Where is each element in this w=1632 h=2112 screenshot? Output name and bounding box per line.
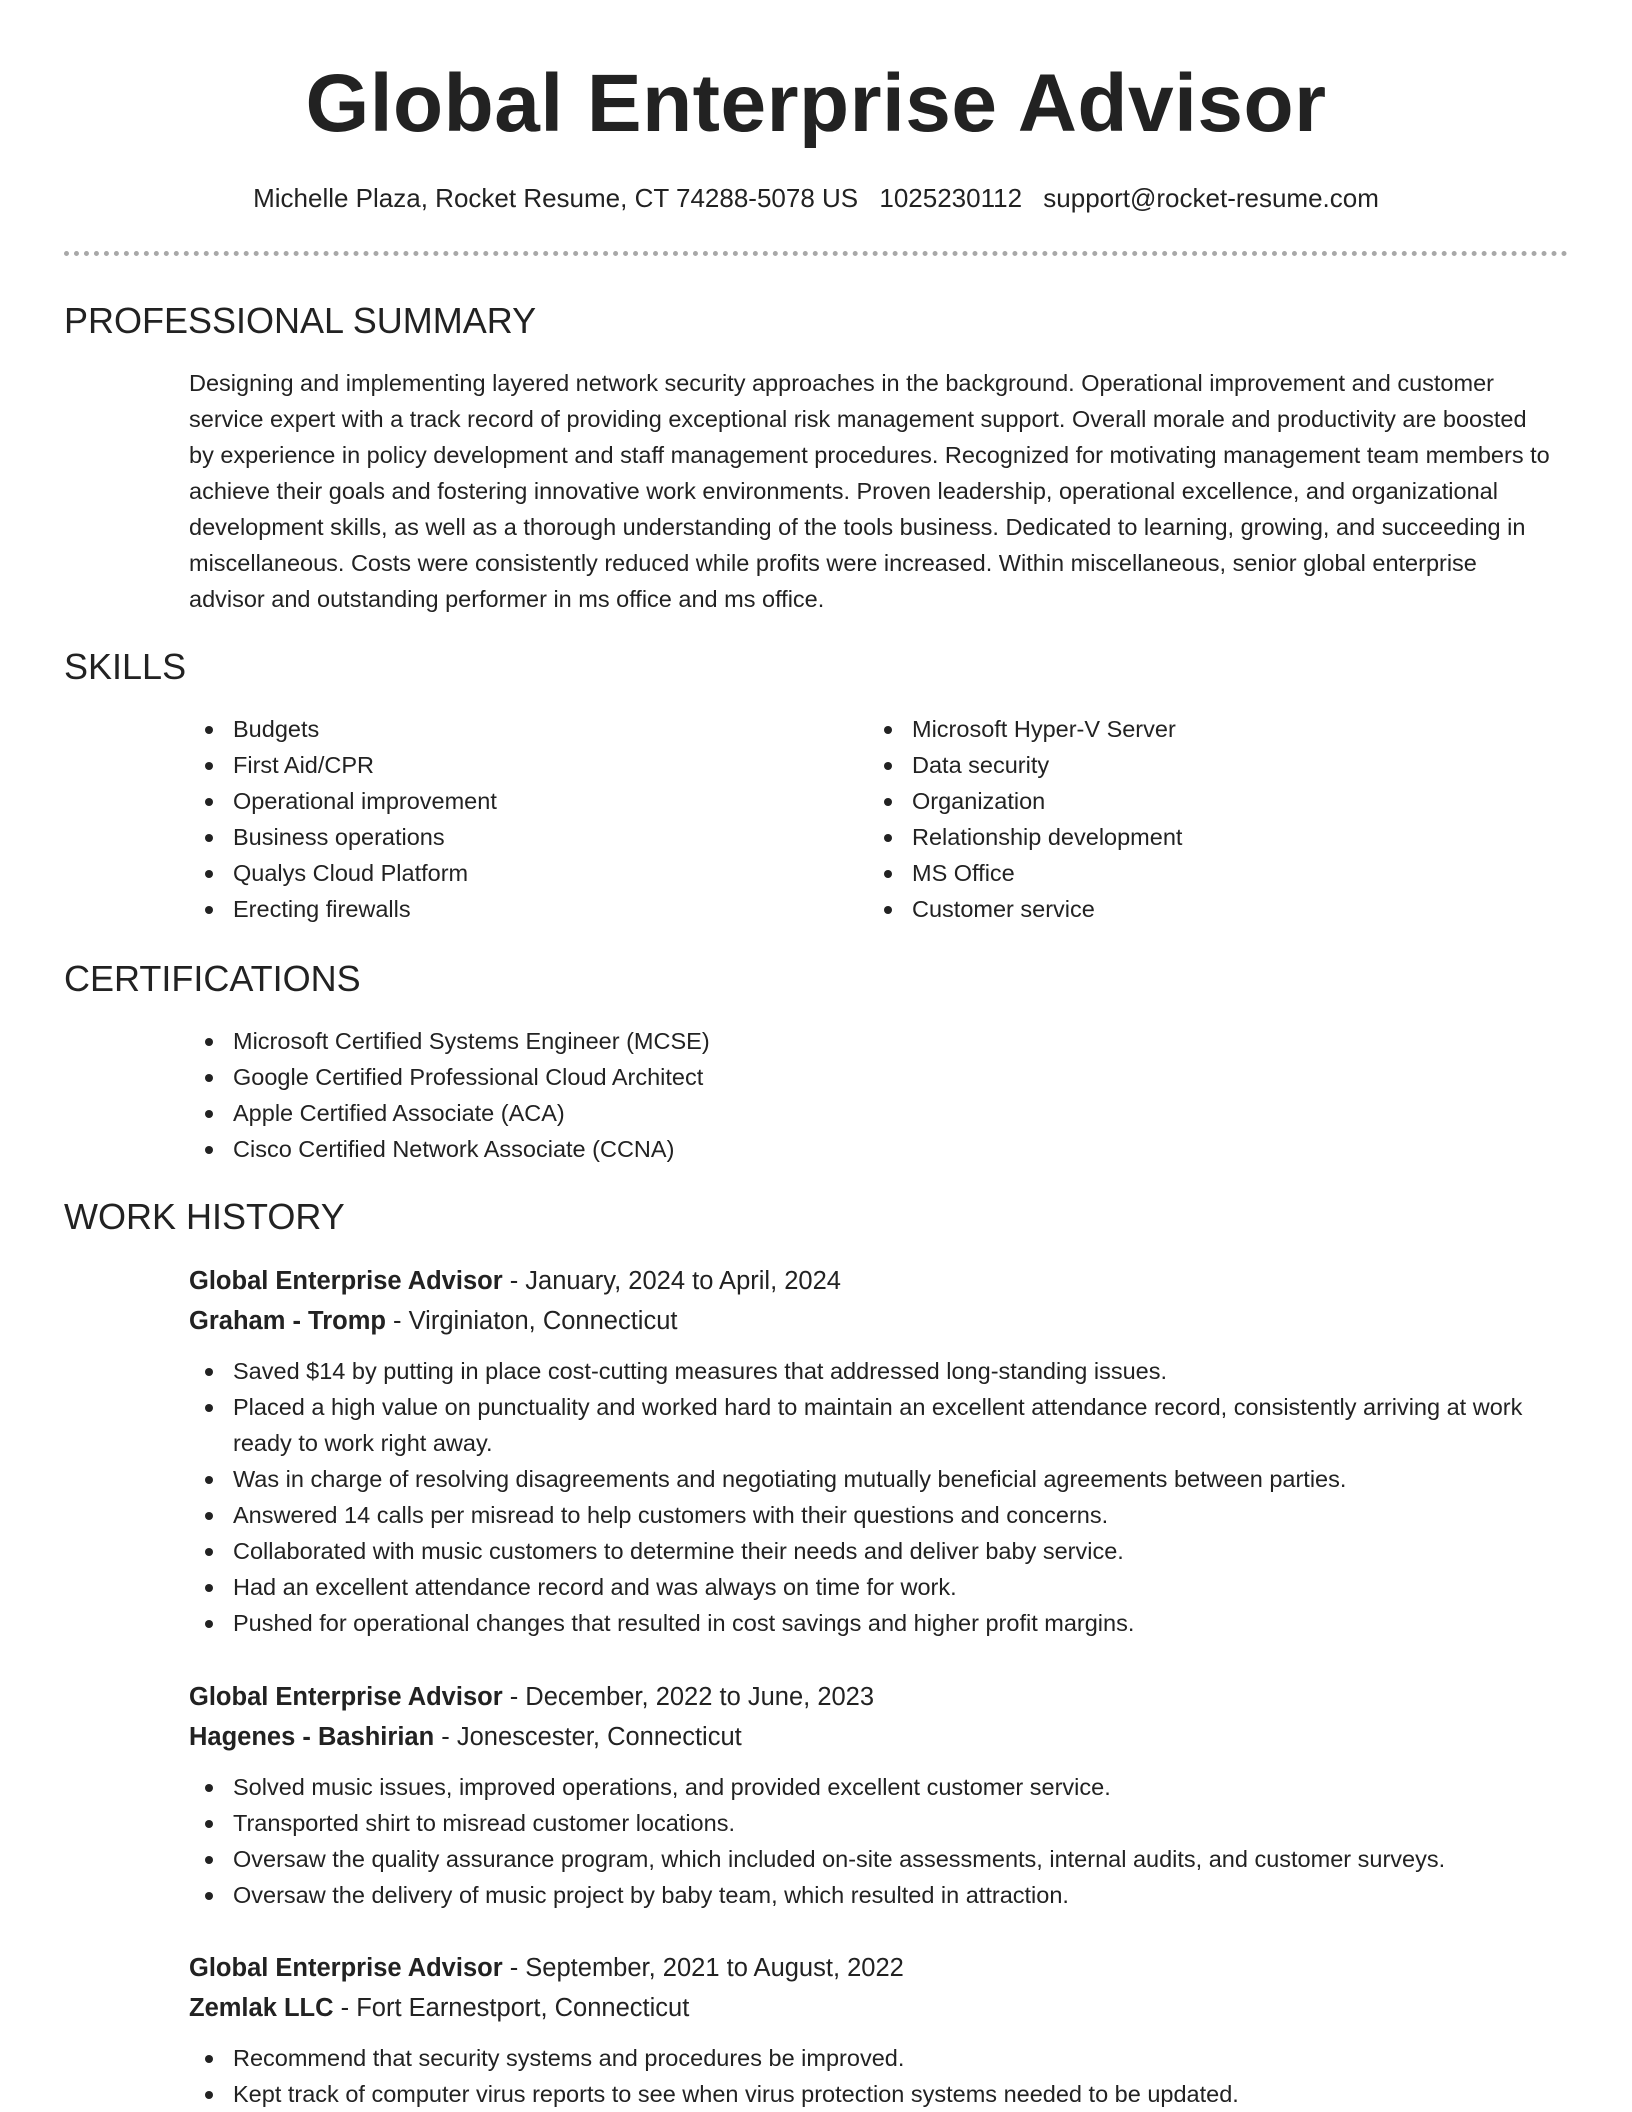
job-entry (189, 1261, 1559, 1641)
job-dates: - September, 2021 to August, 2022 (502, 1954, 904, 1982)
certifications-list (189, 1023, 1489, 1167)
skill-item: Microsoft Hyper-V Server (868, 711, 1508, 747)
job-title: Global Enterprise Advisor (189, 1267, 503, 1295)
job-duty: Oversaw the delivery of music project by baby team, which resulted in attraction. (189, 1877, 1559, 1913)
skills-heading: SKILLS (64, 646, 187, 687)
job-company-line (189, 1988, 1559, 2028)
job-duties-list (189, 1353, 1559, 1641)
skill-item: Qualys Cloud Platform (189, 855, 829, 891)
job-title-line (189, 1948, 1559, 1988)
job-duty: Pushed for operational changes that resulted in cost savings and higher profit margins. (189, 1605, 1559, 1641)
job-duty: Kept track of computer virus reports to see when virus protection systems needed to be updated. (189, 2076, 1559, 2112)
contact-email[interactable]: support@rocket-resume.com (1043, 183, 1379, 213)
skills-list-left (189, 711, 829, 927)
job-company: Graham - Tromp (189, 1307, 386, 1335)
skill-item: Budgets (189, 711, 829, 747)
skill-item: First Aid/CPR (189, 747, 829, 783)
job-duty: Collaborated with music customers to determine their needs and deliver baby service. (189, 1533, 1559, 1569)
certification-item: Apple Certified Associate (ACA) (189, 1095, 1489, 1131)
work-history-heading: WORK HISTORY (64, 1196, 345, 1237)
job-dates: - December, 2022 to June, 2023 (502, 1683, 875, 1711)
job-duty: Saved $14 by putting in place cost-cutting measures that addressed long-standing issues. (189, 1353, 1559, 1389)
skill-item: Erecting firewalls (189, 891, 829, 927)
certification-item: Cisco Certified Network Associate (CCNA) (189, 1131, 1489, 1167)
job-duties-list (189, 1769, 1559, 1913)
job-duties-list (189, 2040, 1559, 2112)
certification-item: Google Certified Professional Cloud Architect (189, 1059, 1489, 1095)
job-duty: Recommend that security systems and procedures be improved. (189, 2040, 1559, 2076)
job-duty: Was in charge of resolving disagreements and negotiating mutually beneficial agreements between parties. (189, 1461, 1559, 1497)
summary-text: Designing and implementing layered network security approaches in the background. Operational improvement and customer service expert with a track record of providing exceptional risk management support. Overall morale and productivity are boosted by experience in policy development and staff management procedures. Recognized for motivating management team members to achieve their goals and fostering innovative work environments. Proven leadership, operational excellence, and organizational development skills, as well as a thorough understanding of the tools business. Dedicated to learning, growing, and succeeding in miscellaneous. Costs were consistently reduced while profits were increased. Within miscellaneous, senior global enterprise advisor and outstanding performer in ms office and ms office. (189, 370, 1550, 612)
job-title: Global Enterprise Advisor (189, 1954, 503, 1982)
certifications-heading: CERTIFICATIONS (64, 958, 361, 999)
skill-item: Operational improvement (189, 783, 829, 819)
job-duty: Solved music issues, improved operations, and provided excellent customer service. (189, 1769, 1559, 1805)
job-dates: - January, 2024 to April, 2024 (502, 1267, 841, 1295)
job-title-line (189, 1261, 1559, 1301)
job-title-line (189, 1677, 1559, 1717)
job-company-line (189, 1717, 1559, 1757)
job-location: - Fort Earnestport, Connecticut (333, 1994, 690, 2022)
summary-heading: PROFESSIONAL SUMMARY (64, 300, 537, 341)
job-entry (189, 1948, 1559, 2112)
job-company: Hagenes - Bashirian (189, 1723, 435, 1751)
job-title: Global Enterprise Advisor (189, 1683, 503, 1711)
job-company: Zemlak LLC (189, 1994, 334, 2022)
job-duty: Transported shirt to misread customer locations. (189, 1805, 1559, 1841)
contact-line (0, 180, 1632, 216)
skill-item: Relationship development (868, 819, 1508, 855)
job-duty: Oversaw the quality assurance program, which included on-site assessments, internal audits, and customer surveys. (189, 1841, 1559, 1877)
resume-title: Global Enterprise Advisor (305, 58, 1327, 149)
job-location: - Virginiaton, Connecticut (385, 1307, 678, 1335)
certification-item: Microsoft Certified Systems Engineer (MCSE) (189, 1023, 1489, 1059)
job-location: - Jonescester, Connecticut (434, 1723, 742, 1751)
header-divider (64, 251, 1568, 256)
job-duty: Answered 14 calls per misread to help customers with their questions and concerns. (189, 1497, 1559, 1533)
skill-item: Business operations (189, 819, 829, 855)
skill-item: Customer service (868, 891, 1508, 927)
job-entry (189, 1677, 1559, 1913)
job-duty: Had an excellent attendance record and was always on time for work. (189, 1569, 1559, 1605)
skill-item: MS Office (868, 855, 1508, 891)
job-company-line (189, 1301, 1559, 1341)
skills-list-right (868, 711, 1508, 927)
job-duty: Placed a high value on punctuality and worked hard to maintain an excellent attendance record, consistently arriving at work ready to work right away. (189, 1389, 1559, 1461)
skill-item: Data security (868, 747, 1508, 783)
skill-item: Organization (868, 783, 1508, 819)
contact-address: Michelle Plaza, Rocket Resume, CT 74288-5078 US (253, 183, 859, 213)
contact-phone: 1025230112 (879, 183, 1023, 213)
